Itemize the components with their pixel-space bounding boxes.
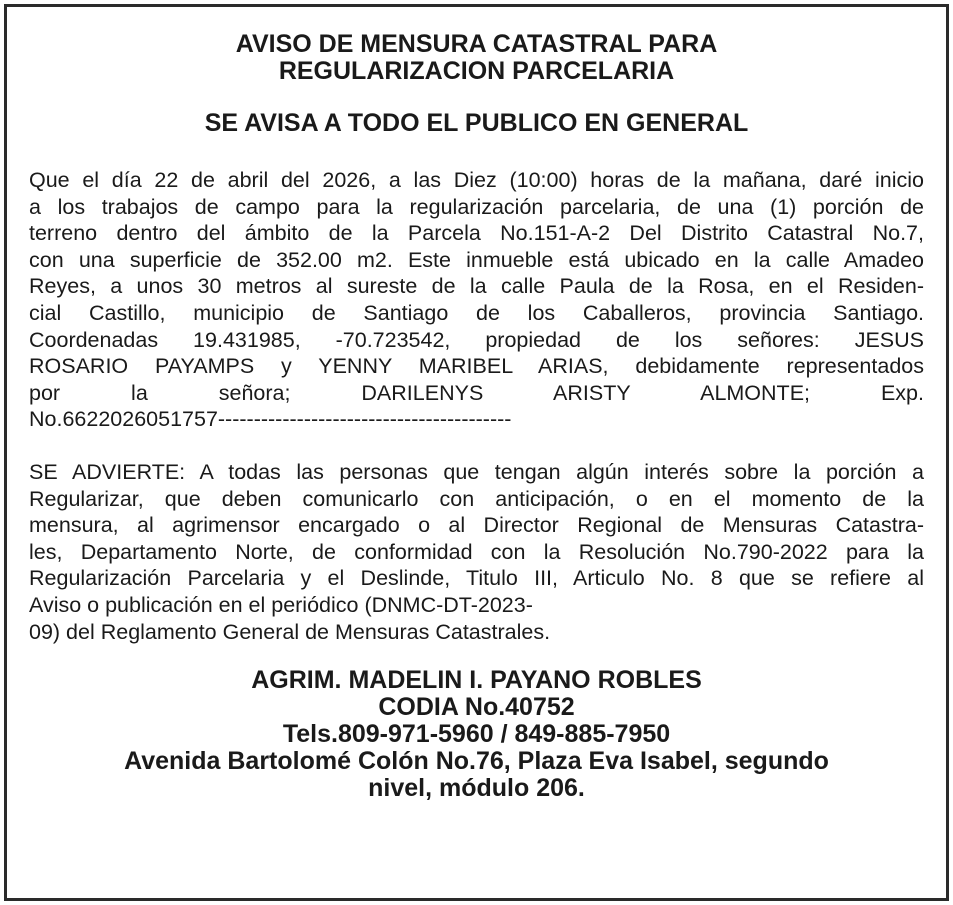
paragraph-line: 09) del Reglamento General de Mensuras Catastrales.: [29, 619, 551, 644]
paragraph-line: Aviso o publicación en el periódico (DNMC-DT-2023-: [29, 592, 533, 617]
notice-title: [29, 31, 924, 85]
paragraph-line: cial Castillo, municipio de Santiago de los Caballeros, provincia Santiago.: [29, 300, 924, 325]
notice-subtitle: SE AVISA A TODO EL PUBLICO EN GENERAL: [204, 109, 749, 137]
signature-codia: CODIA No.40752: [378, 693, 575, 722]
paragraph-line: Regularizar, que deben comunicarlo con anticipación, o en el momento de la: [29, 486, 924, 511]
paragraph-line: No.6622026051757-----------------------------------------: [29, 407, 512, 432]
signature-name: AGRIM. MADELIN I. PAYANO ROBLES: [251, 666, 702, 695]
signature-address: Avenida Bartolomé Colón No.76, Plaza Eva Isabel, segundo: [124, 747, 829, 776]
paragraph-line: Regularización Parcelaria y el Deslinde, Titulo III, Articulo No. 8 que se refiere al: [29, 566, 924, 591]
paragraph-line: por la señora; DARILENYS ARISTY ALMONTE; Exp.: [29, 380, 924, 405]
signature-block: [29, 667, 924, 802]
paragraph-line: les, Departamento Norte, de conformidad con la Resolución No.790-2022 para la: [29, 539, 924, 564]
paragraph-line: Que el día 22 de abril del 2026, a las Diez (10:00) horas de la mañana, daré inicio: [29, 168, 924, 192]
notice-paragraph-announcement: [29, 167, 924, 433]
notice-title-line: REGULARIZACION PARCELARIA: [278, 57, 675, 85]
notice-paragraph-warning: [29, 459, 924, 645]
notice-box: [4, 4, 949, 901]
paragraph-line: terreno dentro del ámbito de la Parcela No.151-A-2 Del Distrito Catastral No.7,: [29, 221, 924, 246]
paragraph-line: SE ADVIERTE: A todas las personas que tengan algún interés sobre la porción a: [29, 459, 924, 484]
paragraph-line: a los trabajos de campo para la regularización parcelaria, de una (1) porción de: [29, 194, 924, 219]
paragraph-line: Coordenadas 19.431985, -70.723542, propiedad de los señores: JESUS: [29, 327, 924, 352]
signature-address: nivel, módulo 206.: [368, 774, 585, 803]
paragraph-line: con una superficie de 352.00 m2. Este inmueble está ubicado en la calle Amadeo: [29, 247, 924, 272]
signature-phones: Tels.809-971-5960 / 849-885-7950: [282, 720, 671, 749]
notice-title-line: AVISO DE MENSURA CATASTRAL PARA: [235, 30, 718, 58]
paragraph-line: mensura, al agrimensor encargado o al Director Regional de Mensuras Catastra-: [29, 513, 924, 538]
paragraph-line: Reyes, a unos 30 metros al sureste de la calle Paula de la Rosa, en el Residen-: [29, 274, 924, 299]
paragraph-line: ROSARIO PAYAMPS y YENNY MARIBEL ARIAS, debidamente representados: [29, 354, 924, 379]
